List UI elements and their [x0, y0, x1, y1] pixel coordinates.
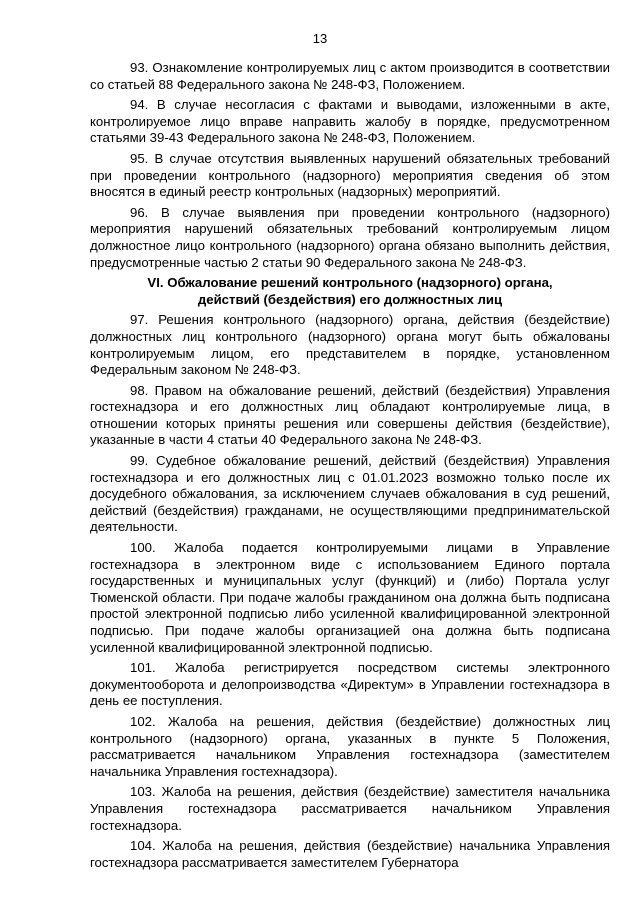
document-body — [90, 60, 610, 875]
paragraph-95: 95. В случае отсутствия выявленных нарушений обязательных требований при проведении контрольного (надзорного) мероприятия сведения об этом вносятся в единый реестр контрольных (надзорных) мероприятий. — [90, 150, 610, 200]
paragraph-97: 97. Решения контрольного (надзорного) органа, действия (бездействие) должностных лиц контрольного (надзорного) органа могут быть обжалованы контролируемым лицом, его представителем в порядке, установленном Федеральным законом № 248-ФЗ. — [90, 312, 610, 378]
paragraph-96: 96. В случае выявления при проведении контрольного (надзорного) мероприятия нарушений обязательных требований контролируемым лицом должностное лицо контрольного (надзорного) органа обязано выполнить действия, предусмотренные частью 2 статьи 90 Федерального закона № 248-ФЗ. — [90, 204, 610, 270]
paragraph-101: 101. Жалоба регистрируется посредством системы электронного документооборота и делопроизводства «Директум» в Управлении гостехнадзора в день ее поступления. — [90, 660, 610, 709]
paragraph-103: 103. Жалоба на решения, действия (бездействие) заместителя начальника Управления гостехнадзора рассматривается начальником Управления гостехнадзора. — [90, 784, 610, 833]
section-heading — [90, 275, 610, 308]
page-number: 13 — [312, 31, 328, 46]
paragraph-102: 102. Жалоба на решения, действия (бездействие) должностных лиц контрольного (надзорного) органа, указанных в пункте 5 Положения, рассматривается начальником Управления гостехнадзора (заместителем начальника Управления гостехнадзора). — [90, 713, 610, 779]
section-heading-line-1: VI. Обжалование решений контрольного (надзорного) органа, — [147, 275, 553, 291]
paragraph-94: 94. В случае несогласия с фактами и выводами, изложенными в акте, контролируемое лицо вправе направить жалобу в порядке, предусмотренном статьями 39-43 Федерального закона № 248-ФЗ, Положением. — [90, 97, 610, 146]
paragraph-93: 93. Ознакомление контролируемых лиц с актом производится в соответствии со статьей 88 Федерального закона № 248-ФЗ, Положением. — [90, 60, 610, 92]
paragraph-100: 100. Жалоба подается контролируемыми лицами в Управление гостехнадзора в электронном виде с использованием Единого портала государственных и муниципальных услуг (функций) и (либо) Портала услуг Тюменской области. При подаче жалобы гражданином она должна быть подписана простой электронной подписью либо усиленной квалифицированной электронной подписью. При подаче жалобы организацией она должна быть подписана усиленной квалифицированной электронной подписью. — [90, 540, 610, 655]
paragraph-98: 98. Правом на обжалование решений, действий (бездействия) Управления гостехнадзора и его должностных лиц обладают контролируемые лица, в отношении которых приняты решения или совершены действия (бездействие), указанные в части 4 статьи 40 Федерального закона № 248-ФЗ. — [90, 382, 610, 448]
section-heading-line-2: действий (бездействия) его должностных лиц — [197, 291, 503, 307]
paragraph-104: 104. Жалоба на решения, действия (бездействие) начальника Управления гостехнадзора рассматривается заместителем Губернатора — [90, 838, 610, 870]
paragraph-99: 99. Судебное обжалование решений, действий (бездействия) Управления гостехнадзора и его должностных лиц с 01.01.2023 возможно только после их досудебного обжалования, за исключением случаев обжалования в суд решений, действий (бездействия) гражданами, не осуществляющими предпринимательской деятельности. — [90, 453, 610, 535]
